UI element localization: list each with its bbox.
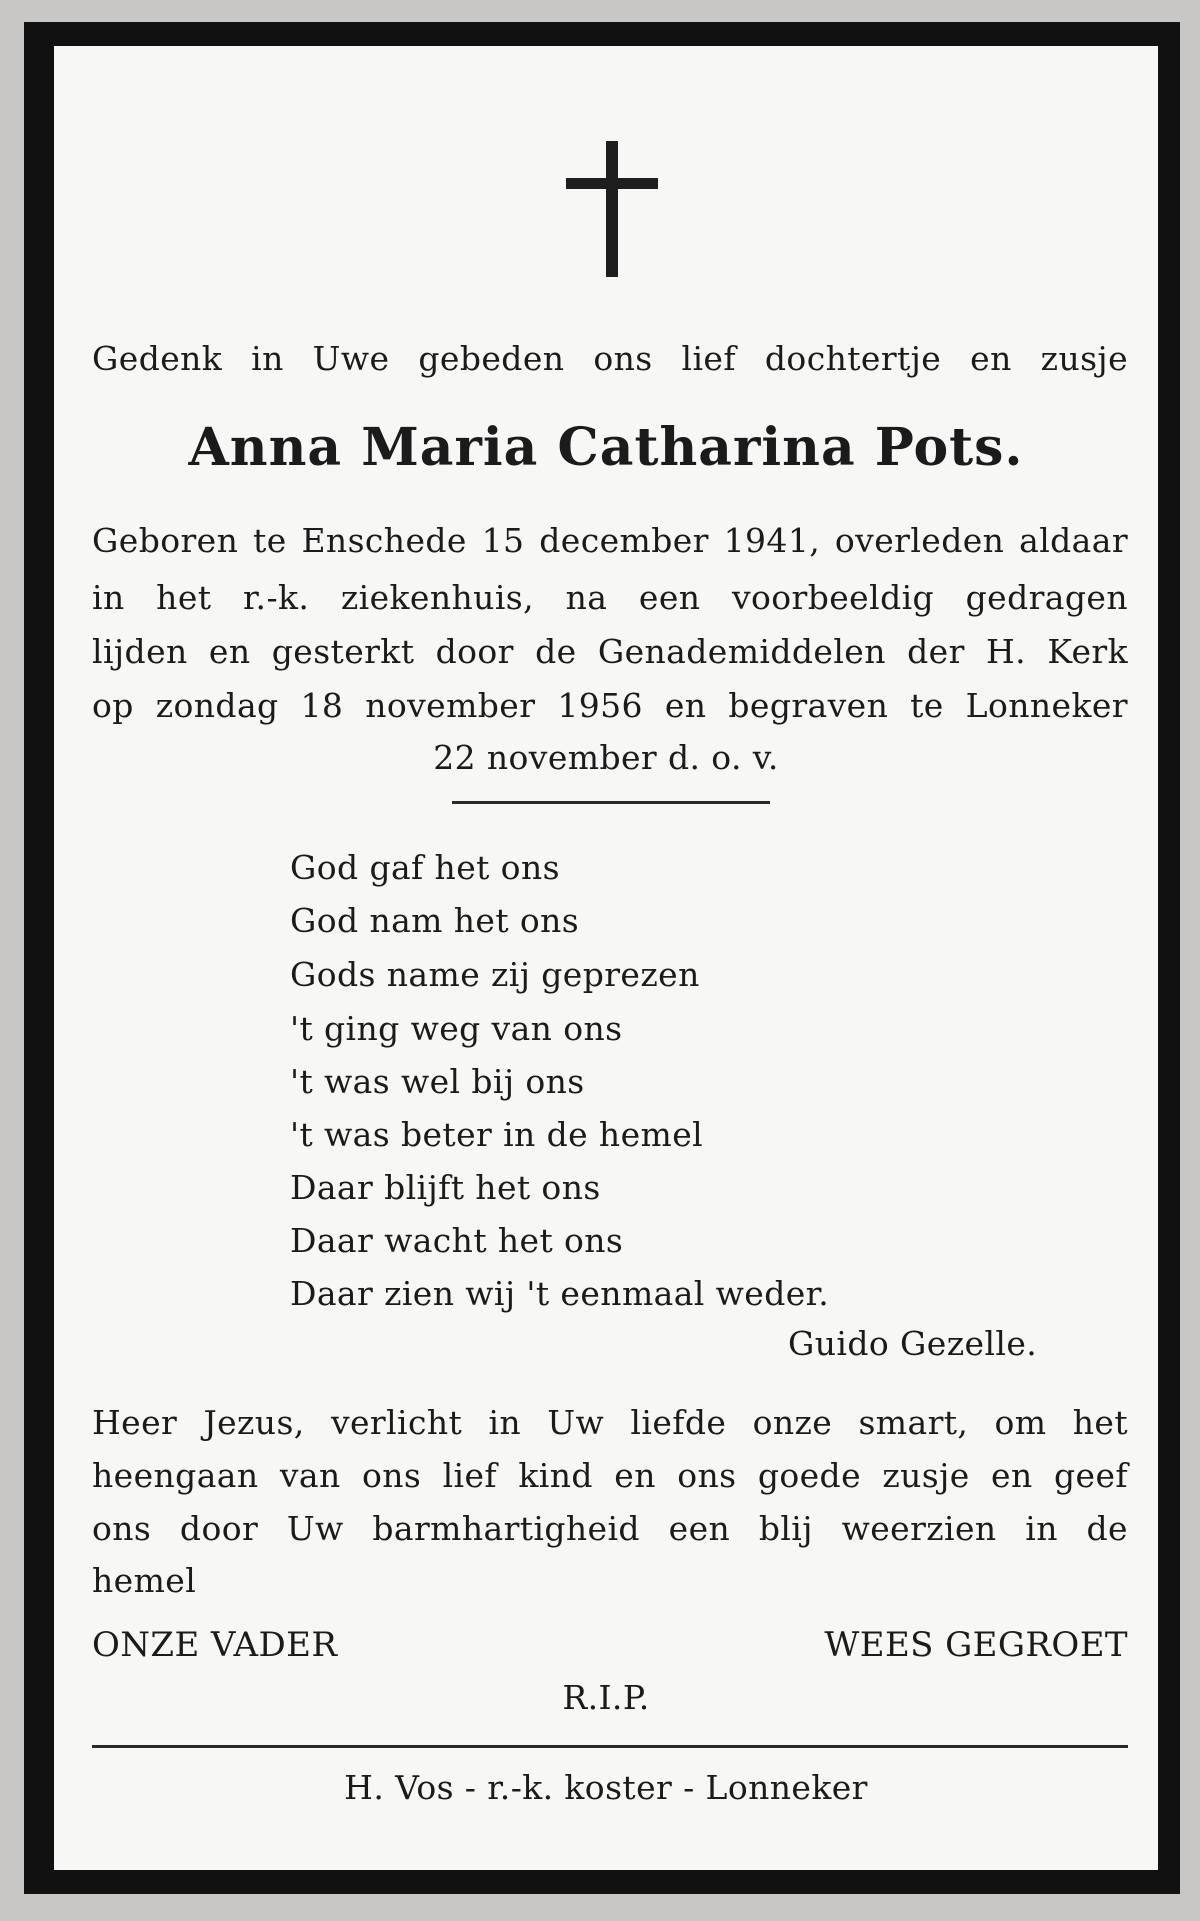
divider-long bbox=[92, 1745, 1128, 1748]
cross-icon bbox=[566, 141, 658, 277]
prayer-line-2: heengaan van ons lief kind en ons goede zusje en geef bbox=[92, 1456, 1128, 1495]
prayer-our-father: ONZE VADER bbox=[92, 1625, 338, 1665]
prayer-hail-mary: WEES GEGROET bbox=[824, 1625, 1128, 1665]
bio-line-1: Geboren te Enschede 15 december 1941, overleden aldaar bbox=[92, 521, 1128, 560]
bio-line-3: lijden en gesterkt door de Genademiddelen der H. Kerk bbox=[92, 632, 1128, 671]
bio-line-2: in het r.-k. ziekenhuis, na een voorbeeldig gedragen bbox=[92, 578, 1128, 617]
deceased-name: Anna Maria Catharina Pots. bbox=[188, 417, 1024, 478]
intro-text: Gedenk in Uwe gebeden ons lief dochtertje en zusje bbox=[92, 339, 1128, 378]
bio-line-5: 22 november d. o. v. bbox=[433, 738, 779, 777]
poem-line-1: God gaf het ons bbox=[290, 848, 560, 887]
poem-line-7: Daar blijft het ons bbox=[290, 1168, 601, 1207]
divider-short bbox=[452, 801, 770, 804]
prayer-line-4: hemel bbox=[92, 1561, 197, 1600]
poem-line-5: 't was wel bij ons bbox=[290, 1062, 585, 1101]
rip-text: R.I.P. bbox=[562, 1678, 650, 1717]
prayer-line-3: ons door Uw barmhartigheid een blij weerzien in de bbox=[92, 1509, 1128, 1548]
poem-line-3: Gods name zij geprezen bbox=[290, 955, 700, 994]
poem-line-6: 't was beter in de hemel bbox=[290, 1115, 704, 1154]
poem-line-4: 't ging weg van ons bbox=[290, 1009, 623, 1048]
poem-line-8: Daar wacht het ons bbox=[290, 1221, 624, 1260]
printer-credit: H. Vos - r.-k. koster - Lonneker bbox=[344, 1768, 868, 1807]
poem-author: Guido Gezelle. bbox=[788, 1324, 1038, 1363]
bio-line-4: op zondag 18 november 1956 en begraven te Lonneker bbox=[92, 686, 1128, 725]
cross-horizontal-bar bbox=[566, 178, 658, 189]
poem-line-2: God nam het ons bbox=[290, 901, 580, 940]
cross-vertical-bar bbox=[606, 141, 618, 277]
prayer-line-1: Heer Jezus, verlicht in Uw liefde onze smart, om het bbox=[92, 1403, 1128, 1442]
poem-line-9: Daar zien wij 't eenmaal weder. bbox=[290, 1274, 830, 1313]
